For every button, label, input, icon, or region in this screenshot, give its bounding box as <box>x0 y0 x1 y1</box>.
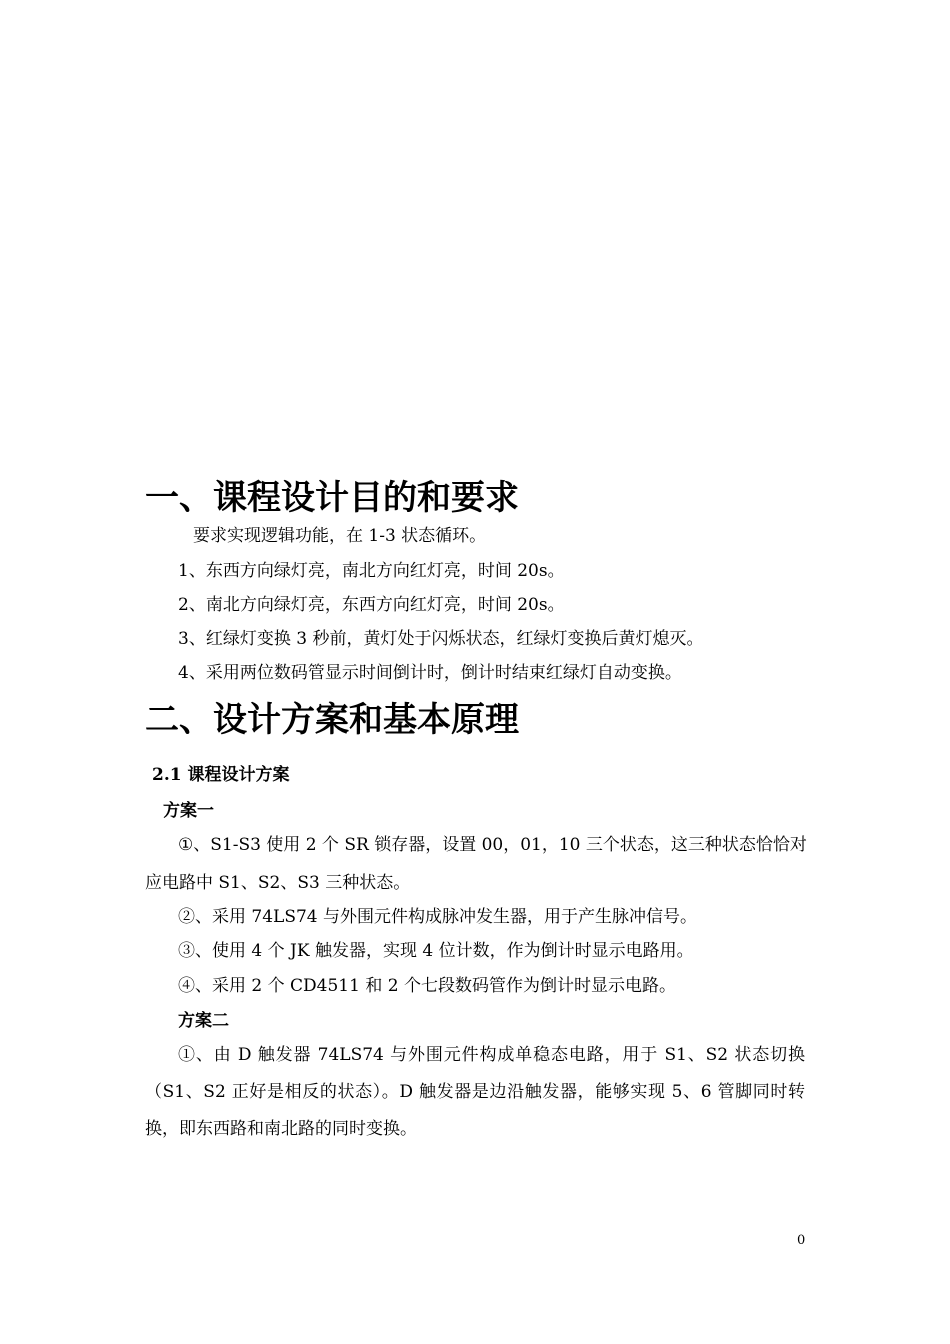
plan-2-title: 方案二 <box>178 1011 229 1031</box>
plan-2-item-1-line-2: （S1、S2 正好是相反的状态）。D 触发器是边沿触发器，能够实现 5、6 管脚同时转 <box>145 1082 805 1102</box>
requirement-item-4: 4、采用两位数码管显示时间倒计时，倒计时结束红绿灯自动变换。 <box>178 663 682 683</box>
section-2-heading: 二、设计方案和基本原理 <box>145 700 519 740</box>
plan-1-item-1-line-1: ①、S1-S3 使用 2 个 SR 锁存器，设置 00，01，10 三个状态，这三种状态恰恰对 <box>178 835 807 855</box>
plan-2-item-1-line-3: 换，即东西路和南北路的同时变换。 <box>145 1119 417 1139</box>
section-1-heading: 一、课程设计目的和要求 <box>145 478 519 518</box>
requirement-item-2: 2、南北方向绿灯亮，东西方向红灯亮，时间 20s。 <box>178 595 565 615</box>
plan-1-item-2: ②、采用 74LS74 与外围元件构成脉冲发生器，用于产生脉冲信号。 <box>178 907 698 927</box>
requirement-item-3: 3、红绿灯变换 3 秒前，黄灯处于闪烁状态，红绿灯变换后黄灯熄灭。 <box>178 629 704 649</box>
plan-1-item-1-line-2: 应电路中 S1、S2、S3 三种状态。 <box>145 873 411 893</box>
subsection-2-1-heading: 2.1 课程设计方案 <box>152 765 290 785</box>
plan-1-item-3: ③、使用 4 个 JK 触发器，实现 4 位计数，作为倒计时显示电路用。 <box>178 941 694 961</box>
plan-1-title: 方案一 <box>163 801 214 821</box>
plan-1-item-4: ④、采用 2 个 CD4511 和 2 个七段数码管作为倒计时显示电路。 <box>178 976 676 996</box>
plan-2-item-1-line-1: ①、由 D 触发器 74LS74 与外围元件构成单稳态电路，用于 S1、S2 状态切换 <box>178 1045 805 1065</box>
section-1-intro: 要求实现逻辑功能，在 1-3 状态循环。 <box>193 526 487 546</box>
page-number: 0 <box>797 1233 806 1248</box>
requirement-item-1: 1、东西方向绿灯亮，南北方向红灯亮，时间 20s。 <box>178 561 565 581</box>
